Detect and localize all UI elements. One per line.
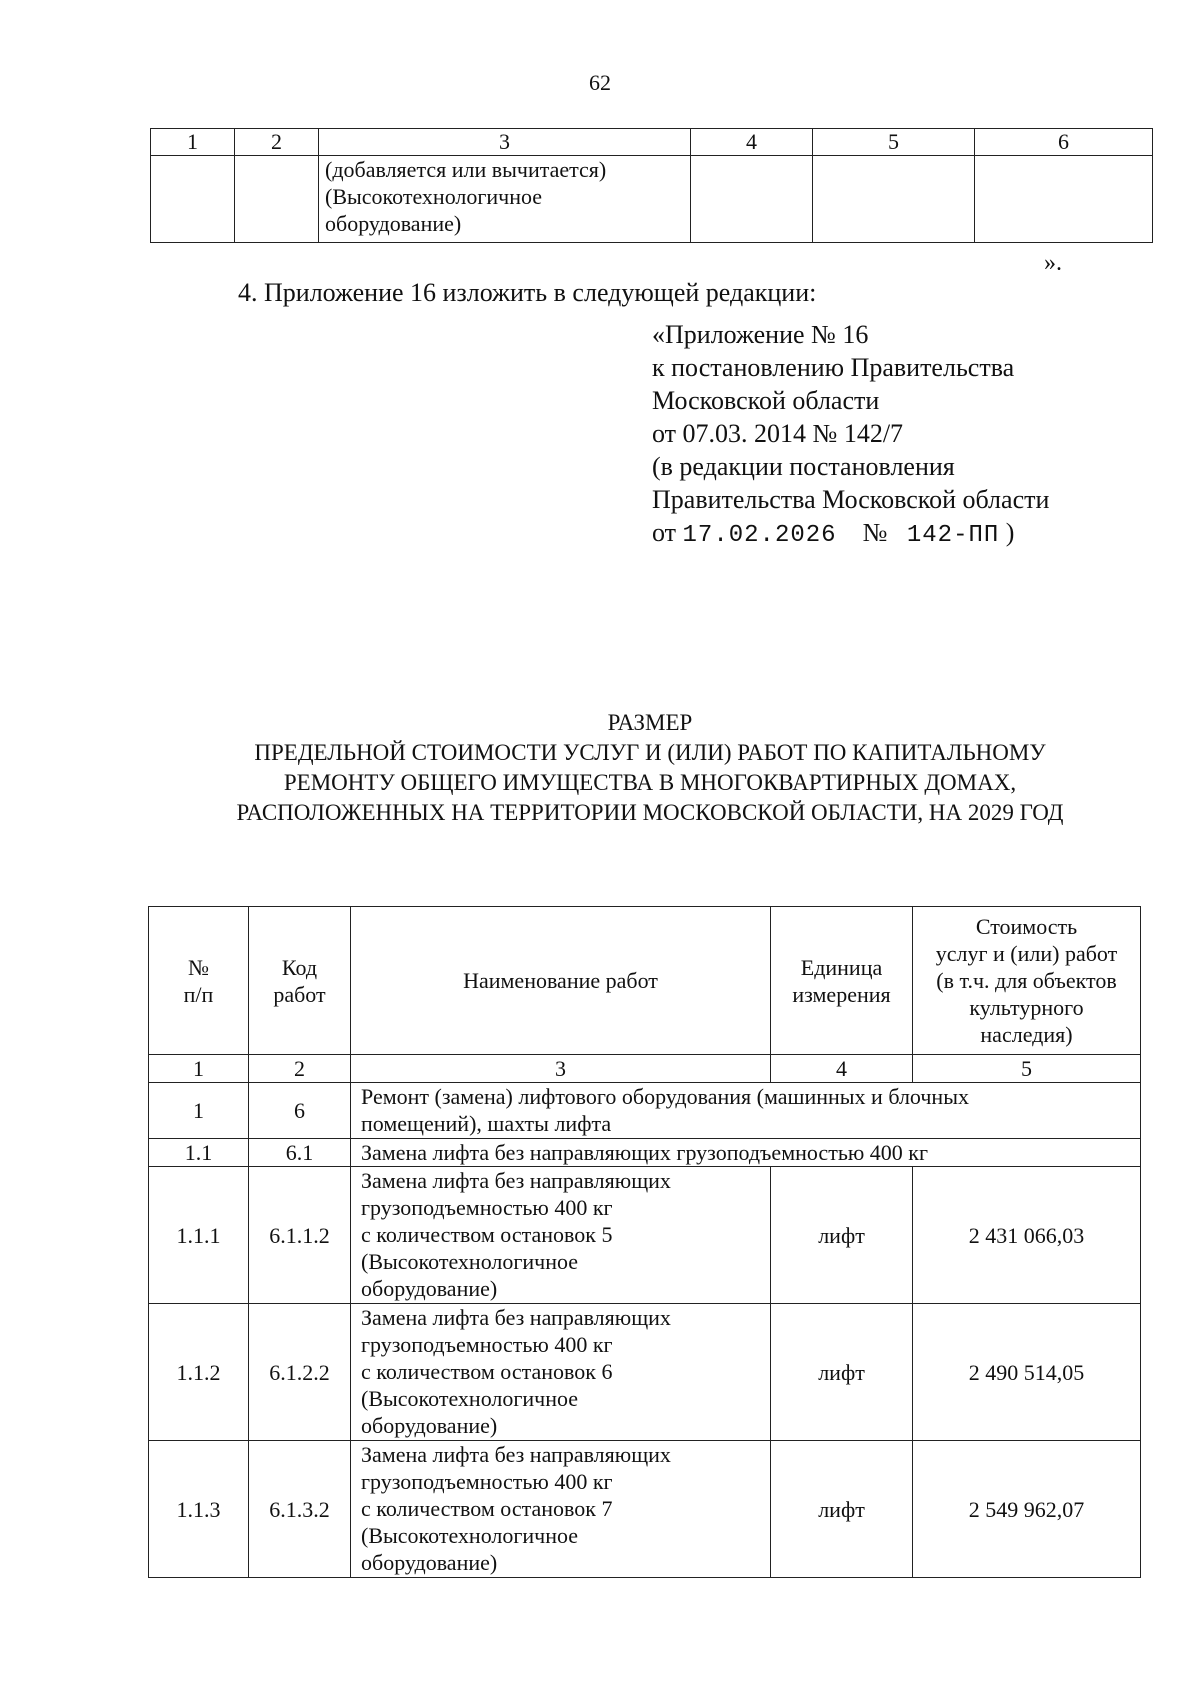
stamped-date: 17.02.2026 bbox=[682, 522, 837, 549]
closing-quote: ». bbox=[1044, 250, 1062, 276]
row-num: 1.1.1 bbox=[149, 1167, 249, 1304]
description-line: оборудование) bbox=[325, 211, 462, 236]
appendix-line: к постановлению Правительства bbox=[652, 353, 1015, 382]
table-row bbox=[149, 1304, 1141, 1441]
document-title bbox=[0, 708, 1200, 828]
appendix-line: Московской области bbox=[652, 386, 880, 415]
appendix-line: от 07.03. 2014 № 142/7 bbox=[652, 419, 904, 448]
appendix-line: «Приложение № 16 bbox=[652, 320, 869, 349]
column-number: 3 bbox=[319, 129, 691, 156]
header-code: Код работ bbox=[249, 907, 351, 1055]
column-number: 5 bbox=[913, 1055, 1141, 1083]
table-cell bbox=[975, 156, 1153, 243]
table-row bbox=[151, 156, 1153, 243]
column-number: 3 bbox=[351, 1055, 771, 1083]
table-cell bbox=[151, 156, 235, 243]
unit: лифт bbox=[771, 1304, 913, 1441]
header-unit: Единица измерения bbox=[771, 907, 913, 1055]
amendment-item-text: 4. Приложение 16 изложить в следующей редакции: bbox=[238, 278, 817, 307]
work-name: Замена лифта без направляющих грузоподъемностью 400 кг с количеством остановок 7 (Высокотехнологичное оборудование) bbox=[351, 1441, 771, 1578]
table-cell bbox=[691, 156, 813, 243]
column-number: 2 bbox=[235, 129, 319, 156]
unit: лифт bbox=[771, 1167, 913, 1304]
appendix-header bbox=[652, 318, 1049, 552]
header-name: Наименование работ bbox=[351, 907, 771, 1055]
column-number: 2 bbox=[249, 1055, 351, 1083]
column-number: 6 bbox=[975, 129, 1153, 156]
subsection-name: Замена лифта без направляющих грузоподъемностью 400 кг bbox=[351, 1139, 1141, 1167]
row-code: 6.1 bbox=[249, 1139, 351, 1167]
row-code: 6 bbox=[249, 1083, 351, 1139]
row-num: 1 bbox=[149, 1083, 249, 1139]
title-line: РАЗМЕР bbox=[607, 710, 693, 735]
column-number-row bbox=[149, 1055, 1141, 1083]
subsection-row bbox=[149, 1139, 1141, 1167]
appendix-line: (в редакции постановления bbox=[652, 452, 955, 481]
header-num: № п/п bbox=[149, 907, 249, 1055]
closing-paren: ) bbox=[1005, 518, 1015, 547]
cost: 2 431 066,03 bbox=[913, 1167, 1141, 1304]
row-num: 1.1.3 bbox=[149, 1441, 249, 1578]
cost: 2 490 514,05 bbox=[913, 1304, 1141, 1441]
cost: 2 549 962,07 bbox=[913, 1441, 1141, 1578]
table-row bbox=[149, 1441, 1141, 1578]
title-line: РЕМОНТУ ОБЩЕГО ИМУЩЕСТВА В МНОГОКВАРТИРНЫХ ДОМАХ, bbox=[283, 770, 1017, 795]
stamped-number: 142-ПП bbox=[906, 522, 1000, 549]
description-line: (Высокотехнологичное bbox=[325, 184, 543, 209]
number-sign: № bbox=[862, 518, 888, 547]
description-line: (добавляется или вычитается) bbox=[325, 157, 607, 182]
table-header-row bbox=[149, 907, 1141, 1055]
section-name: Ремонт (замена) лифтового оборудования (машинных и блочных помещений), шахты лифта bbox=[351, 1083, 1141, 1139]
row-code: 6.1.3.2 bbox=[249, 1441, 351, 1578]
header-cost: Стоимость услуг и (или) работ (в т.ч. для объектов культурного наследия) bbox=[913, 907, 1141, 1055]
column-number: 1 bbox=[149, 1055, 249, 1083]
row-num: 1.1.2 bbox=[149, 1304, 249, 1441]
row-code: 6.1.2.2 bbox=[249, 1304, 351, 1441]
work-description-cell bbox=[319, 156, 691, 243]
column-number: 4 bbox=[691, 129, 813, 156]
appendix-line: Правительства Московской области bbox=[652, 485, 1050, 514]
column-number: 5 bbox=[813, 129, 975, 156]
column-number: 1 bbox=[151, 129, 235, 156]
table-row bbox=[149, 1167, 1141, 1304]
table-cell bbox=[813, 156, 975, 243]
work-name: Замена лифта без направляющих грузоподъемностью 400 кг с количеством остановок 5 (Высокотехнологичное оборудование) bbox=[351, 1167, 771, 1304]
table-cell bbox=[235, 156, 319, 243]
work-name: Замена лифта без направляющих грузоподъемностью 400 кг с количеством остановок 6 (Высокотехнологичное оборудование) bbox=[351, 1304, 771, 1441]
table-header-row bbox=[151, 129, 1153, 156]
date-prefix: от bbox=[652, 518, 677, 547]
title-line: ПРЕДЕЛЬНОЙ СТОИМОСТИ УСЛУГ И (ИЛИ) РАБОТ ПО КАПИТАЛЬНОМУ bbox=[254, 740, 1046, 765]
column-number: 4 bbox=[771, 1055, 913, 1083]
price-table bbox=[148, 906, 1141, 1578]
continuation-table bbox=[150, 128, 1153, 243]
row-code: 6.1.1.2 bbox=[249, 1167, 351, 1304]
title-line: РАСПОЛОЖЕННЫХ НА ТЕРРИТОРИИ МОСКОВСКОЙ ОБЛАСТИ, НА 2029 ГОД bbox=[236, 800, 1064, 825]
section-row bbox=[149, 1083, 1141, 1139]
page-number: 62 bbox=[589, 70, 611, 95]
appendix-date-line bbox=[652, 516, 1049, 552]
row-num: 1.1 bbox=[149, 1139, 249, 1167]
unit: лифт bbox=[771, 1441, 913, 1578]
